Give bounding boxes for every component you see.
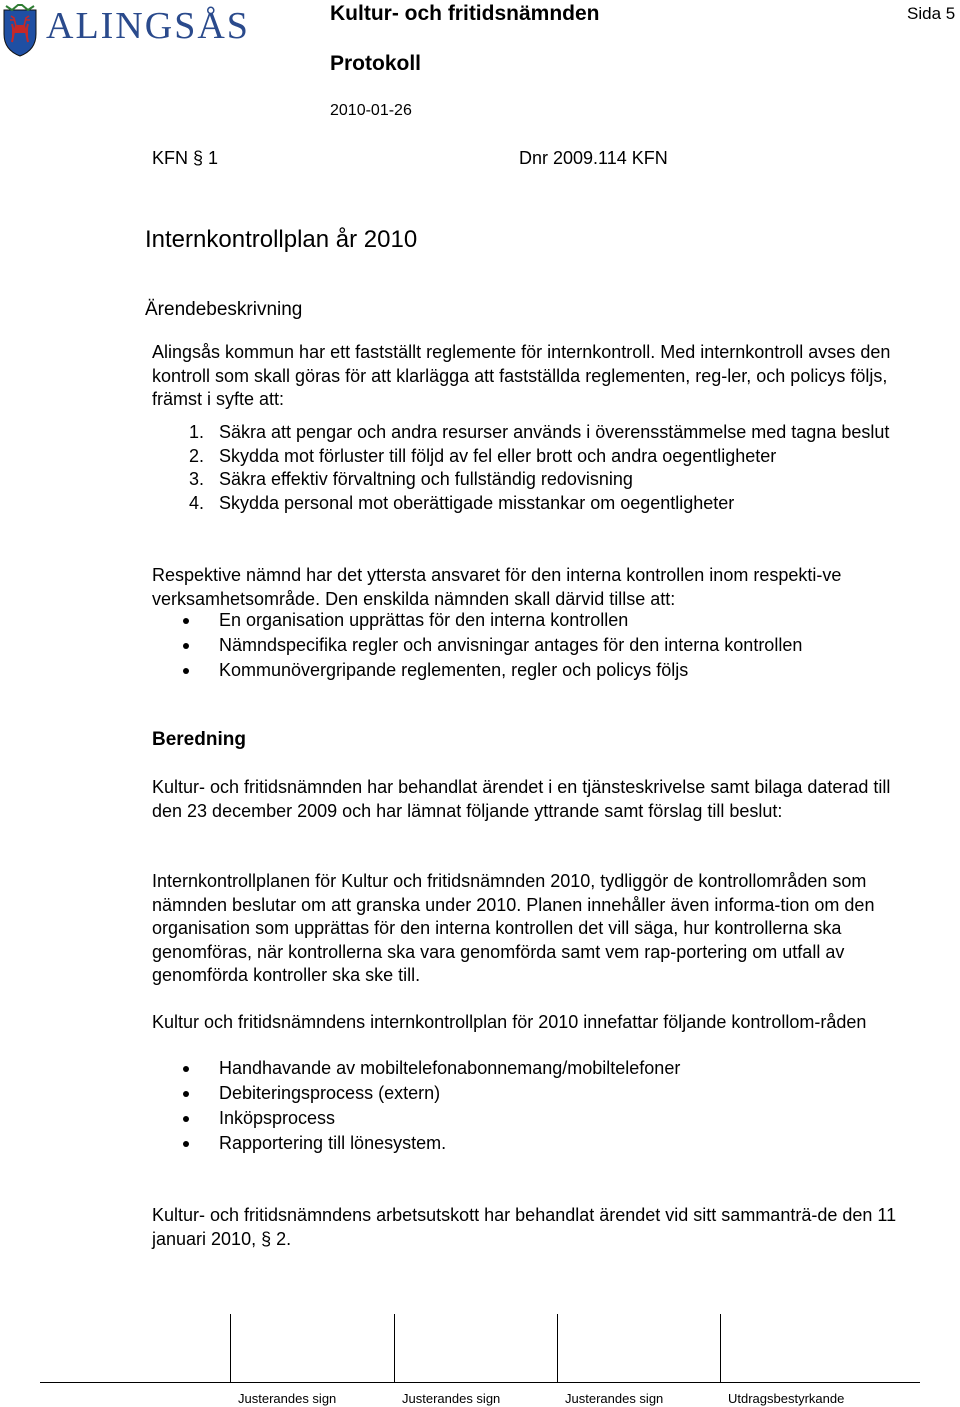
paragraph-text: Kultur- och fritidsnämndens arbetsutskott har behandlat ärendet vid sitt sammanträ-de den 11 januari 2010, [152, 1205, 897, 1249]
logo-wordmark: ALINGSÅS [46, 5, 250, 47]
list-text: Skydda personal mot oberättigade misstankar om oegentligheter [219, 492, 735, 513]
goals-list [152, 421, 922, 515]
bullet-item: Rapportering till lönesystem. [152, 1131, 922, 1156]
list-item [152, 421, 922, 445]
bullet-item: Handhavande av mobiltelefonabonnemang/mobiltelefoner [152, 1056, 922, 1081]
list-number: 3. [189, 469, 205, 489]
beredning-paragraph-2: Internkontrollplanen för Kultur och fritidsnämnden 2010, tydliggör de kontrollområden som nämnden beslutar om att granska under 2010. Planen innehåller även informa-tion om den organisation som upprättas för den interna kontrollen det vill säga, hur kontrollerna ska genomföras, när kontrollerna ska vara genomförda samt vem rap-portering om utfall av genomförda kontroller ska ske till. [152, 871, 875, 985]
beredning-paragraph-1: Kultur- och fritidsnämnden har behandlat ärendet i en tjänsteskrivelse samt bilaga daterad till den 23 december 2009 och har lämnat följande yttrande samt förslag till beslut: [152, 777, 891, 821]
section-number: KFN § 1 [152, 148, 219, 168]
page-title: Internkontrollplan år 2010 [145, 226, 418, 253]
intro-paragraph: Alingsås kommun har ett fastställt reglemente för internkontroll. Med internkontroll avses den kontroll som skall göras för att klarlägga att fastställda reglementen, reg-ler, och policys följs, främst i syfte att: [152, 342, 891, 409]
signature-label: Justerandes sign [402, 1391, 501, 1406]
list-text: Skydda mot förluster till följd av fel eller brott och andra oegentligheter [219, 445, 777, 466]
signature-label: Justerandes sign [238, 1391, 337, 1406]
list-number: 4. [189, 492, 205, 513]
signature-divider [557, 1314, 558, 1382]
list-text: Säkra att pengar och andra resurser används i överensstämmelse med tagna beslut [219, 422, 890, 442]
heading-arendebeskrivning: Ärendebeskrivning [145, 299, 303, 320]
municipality-logo [0, 2, 260, 62]
bullet-item: En organisation upprättas för den interna kontrollen [152, 608, 922, 633]
list-text: Säkra effektiv förvaltning och fullständig redovisning [219, 469, 633, 489]
list-number: 2. [189, 445, 205, 466]
list-item [152, 468, 922, 492]
signature-divider [394, 1314, 395, 1382]
signature-line [40, 1382, 920, 1383]
section-reference: § 2. [261, 1228, 292, 1249]
page-number: Sida 5 [907, 4, 956, 23]
diary-number: Dnr 2009.114 KFN [519, 148, 668, 168]
signature-divider [230, 1314, 231, 1382]
coat-of-arms-icon [2, 4, 38, 58]
signature-label: Justerandes sign [565, 1391, 664, 1406]
bullet-item: Kommunövergripande reglementen, regler och policys följs [152, 658, 922, 683]
heading-beredning: Beredning [152, 729, 246, 750]
list-item [152, 492, 922, 516]
list-item [152, 445, 922, 469]
beredning-paragraph-4 [152, 1204, 922, 1251]
meeting-date: 2010-01-26 [330, 102, 412, 119]
bullet-item: Nämndspecifika regler och anvisningar antages för den interna kontrollen [152, 633, 922, 658]
requirements-list [152, 608, 922, 683]
list-number: 1. [189, 422, 205, 442]
signature-divider [720, 1314, 721, 1382]
bullet-item: Debiteringsprocess (extern) [152, 1081, 922, 1106]
committee-name: Kultur- och fritidsnämnden [330, 2, 600, 25]
bullet-item: Inköpsprocess [152, 1106, 922, 1131]
beredning-paragraph-3: Kultur och fritidsnämndens internkontrollplan för 2010 innefattar följande kontrollom-råden [152, 1012, 867, 1032]
document-type: Protokoll [330, 52, 422, 75]
responsibility-paragraph: Respektive nämnd har det yttersta ansvaret för den interna kontrollen inom respekti-ve verksamhetsområde. Den enskilda nämnden skall därvid tillse att: [152, 565, 842, 609]
signature-label: Utdragsbestyrkande [728, 1391, 845, 1406]
control-areas-list [152, 1056, 922, 1156]
